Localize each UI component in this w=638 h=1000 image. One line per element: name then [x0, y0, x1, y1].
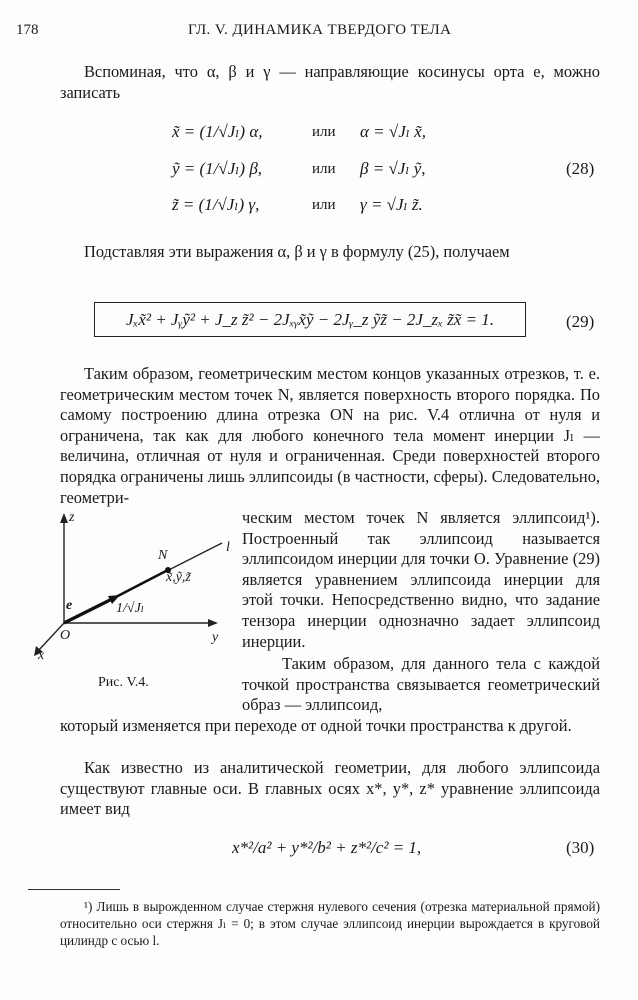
eq28-row-2-right: β = √Jₗ ỹ, — [360, 159, 426, 178]
intro-text: Вспоминая, что α, β и γ — направляющие косинусы орта e, можно записать — [60, 62, 600, 102]
fig-label-l: l — [226, 540, 230, 555]
fig-label-coords: x̃,ỹ,z̃ — [166, 570, 191, 585]
fig-label-x: x — [38, 648, 45, 663]
page-number: 178 — [16, 22, 39, 38]
continue-paragraph: который изменяется при переходе от одной точки пространства к другой. — [60, 716, 572, 735]
eq28-row-2-sep: или — [312, 161, 336, 177]
wrap-paragraph: ческим местом точек N является эллипсоид¹). Построенный так эллипсоид называется эллипсоидом инерции для точки O. Уравнение (29) является уравнением эллипсоида инерции для этой точки. Непосредственно видно, что задание тензора инерции однозначно задает эллипсоид инерции. — [242, 508, 600, 651]
eq28-number: (28) — [566, 159, 595, 178]
eq28-row-1-right: α = √Jₗ x̃, — [360, 122, 426, 141]
eq28-row-3-left: z̃ = (1/√Jₗ) γ, — [172, 195, 260, 214]
on-segment — [112, 571, 166, 599]
eq28-row-3-right: γ = √Jₗ z̃. — [360, 195, 423, 214]
figure-v4 — [22, 505, 242, 665]
running-title: ГЛ. V. ДИНАМИКА ТВЕРДОГО ТЕЛА — [188, 22, 452, 38]
figure-caption: Рис. V.4. — [98, 675, 149, 690]
fig-label-z: z — [69, 510, 75, 525]
eq30-number: (30) — [566, 838, 595, 857]
eq28-row-3-sep: или — [312, 197, 336, 213]
footnote-rule — [28, 889, 120, 890]
eq29: Jₓx̃² + Jᵧỹ² + J_z z̃² − 2Jₓᵧx̃ỹ − 2Jᵧ_z ỹz̃ − 2J_zₓ z̃x̃ = 1. — [125, 310, 495, 329]
fig-label-o: O — [60, 628, 71, 643]
footnote: ¹) Лишь в вырожденном случае стержня нулевого сечения (отрезка материальной прямой) относительно оси стержня Jₗ = 0; в этом случае эллипсоид инерции вырождается в круговой цилиндр с осью l. — [60, 899, 600, 948]
z-arrow — [60, 513, 68, 523]
eq30: x*²/a² + y*²/b² + z*²/c² = 1, — [232, 838, 422, 857]
eq28-row-1-left: x̃ = (1/√Jₗ) α, — [172, 122, 263, 141]
fig-label-n: N — [158, 548, 168, 563]
eq28-row-1-sep: или — [312, 124, 336, 140]
substitute-text: Подставляя эти выражения α, β и γ в формулу (25), получаем — [84, 242, 510, 261]
fig-label-seg: 1/√Jₗ — [116, 601, 145, 616]
eq28-row-2-left: ỹ = (1/√Jₗ) β, — [172, 159, 263, 178]
fig-label-y: y — [212, 630, 219, 645]
fig-label-e: e — [66, 598, 73, 613]
wrap-paragraph-2: Таким образом, для данного тела с каждой точкой пространства связывается геометрический образ — эллипсоид, — [242, 654, 600, 715]
eq29-number: (29) — [566, 312, 595, 331]
axes-paragraph: Как известно из аналитической геометрии, для любого эллипсоида существуют главные оси. В главных осях x*, y*, z* уравнение эллипсоида имеет вид — [60, 758, 600, 819]
eq29-box — [94, 302, 526, 337]
main-paragraph: Таким образом, геометрическим местом концов указанных отрезков, т. е. геометрическим местом точек N, является поверхность второго порядка. По самому построению длина отрезка ON на рис. V.4 отлична от нуля и ограничена, так как для любого конечного тела момент инерции Jₗ — величина, отличная от нуля и ограниченная. Среди поверхностей второго порядка ограничены лишь эллипсоиды (в частности, сферы). Следовательно, геометри- — [60, 364, 600, 507]
y-arrow — [208, 619, 218, 627]
